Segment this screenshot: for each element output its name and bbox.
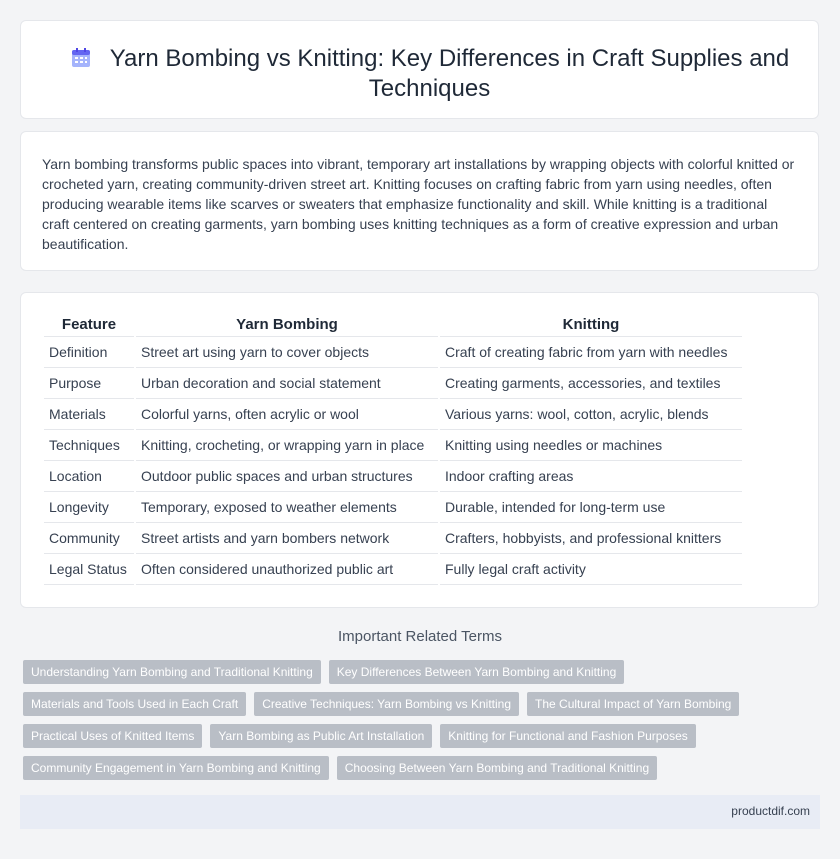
cell-knitting: Craft of creating fabric from yarn with needles <box>440 337 742 368</box>
cell-feature: Purpose <box>44 368 134 399</box>
table-row <box>44 368 742 399</box>
table-row <box>44 461 742 492</box>
related-tags-row-1 <box>23 660 624 684</box>
related-tag[interactable]: Community Engagement in Yarn Bombing and Knitting <box>23 756 329 780</box>
related-tag[interactable]: Choosing Between Yarn Bombing and Traditional Knitting <box>337 756 657 780</box>
related-tags-row-4 <box>23 756 657 780</box>
header-knitting: Knitting <box>440 313 742 337</box>
cell-knitting: Indoor crafting areas <box>440 461 742 492</box>
cell-feature: Legal Status <box>44 554 134 585</box>
calendar-icon <box>70 47 92 69</box>
related-tag[interactable]: The Cultural Impact of Yarn Bombing <box>527 692 739 716</box>
table-row <box>44 523 742 554</box>
cell-yarn-bombing: Outdoor public spaces and urban structures <box>136 461 438 492</box>
page-title: Yarn Bombing vs Knitting: Key Differences in Craft Supplies and Techniques <box>109 45 790 102</box>
cell-knitting: Crafters, hobbyists, and professional knitters <box>440 523 742 554</box>
related-tag[interactable]: Key Differences Between Yarn Bombing and Knitting <box>329 660 625 684</box>
table-row <box>44 430 742 461</box>
header-feature: Feature <box>44 313 134 337</box>
cell-feature: Techniques <box>44 430 134 461</box>
comparison-table <box>42 313 744 585</box>
intro-card <box>20 131 819 271</box>
table-row <box>44 554 742 585</box>
header-yarn-bombing: Yarn Bombing <box>136 313 438 337</box>
cell-knitting: Various yarns: wool, cotton, acrylic, blends <box>440 399 742 430</box>
table-row <box>44 337 742 368</box>
cell-yarn-bombing: Street artists and yarn bombers network <box>136 523 438 554</box>
cell-knitting: Knitting using needles or machines <box>440 430 742 461</box>
intro-text: Yarn bombing transforms public spaces into vibrant, temporary art installations by wrapping objects with colorful knitted or crocheted yarn, creating community-driven street art. Knitting focuses on crafting fabric from yarn using needles, often producing wearable items like scarves or sweaters that emphasize functionality and skill. While knitting is a traditional craft centered on creating garments, yarn bombing uses knitting techniques as a form of creative expression and urban beautification. <box>42 156 795 252</box>
cell-feature: Definition <box>44 337 134 368</box>
related-tags-row-3 <box>23 724 696 748</box>
cell-feature: Location <box>44 461 134 492</box>
cell-feature: Materials <box>44 399 134 430</box>
cell-yarn-bombing: Street art using yarn to cover objects <box>136 337 438 368</box>
cell-feature: Community <box>44 523 134 554</box>
page-title-wrap <box>61 44 798 104</box>
table-header-row <box>44 313 742 337</box>
cell-yarn-bombing: Knitting, crocheting, or wrapping yarn in place <box>136 430 438 461</box>
related-tags-row-2 <box>23 692 739 716</box>
cell-yarn-bombing: Often considered unauthorized public art <box>136 554 438 585</box>
cell-knitting: Creating garments, accessories, and textiles <box>440 368 742 399</box>
cell-knitting: Fully legal craft activity <box>440 554 742 585</box>
footer-site-link[interactable]: productdif.com <box>731 804 810 818</box>
table-row <box>44 399 742 430</box>
related-tag[interactable]: Practical Uses of Knitted Items <box>23 724 202 748</box>
related-tag[interactable]: Understanding Yarn Bombing and Traditional Knitting <box>23 660 321 684</box>
header-card <box>20 20 819 119</box>
cell-feature: Longevity <box>44 492 134 523</box>
cell-yarn-bombing: Urban decoration and social statement <box>136 368 438 399</box>
related-tag[interactable]: Knitting for Functional and Fashion Purposes <box>440 724 695 748</box>
related-terms-title: Important Related Terms <box>338 628 502 645</box>
comparison-card <box>20 292 819 608</box>
footer-bar <box>20 795 820 829</box>
cell-yarn-bombing: Colorful yarns, often acrylic or wool <box>136 399 438 430</box>
cell-yarn-bombing: Temporary, exposed to weather elements <box>136 492 438 523</box>
related-tag[interactable]: Yarn Bombing as Public Art Installation <box>210 724 432 748</box>
related-tag[interactable]: Creative Techniques: Yarn Bombing vs Knitting <box>254 692 519 716</box>
table-row <box>44 492 742 523</box>
related-tag[interactable]: Materials and Tools Used in Each Craft <box>23 692 246 716</box>
cell-knitting: Durable, intended for long-term use <box>440 492 742 523</box>
